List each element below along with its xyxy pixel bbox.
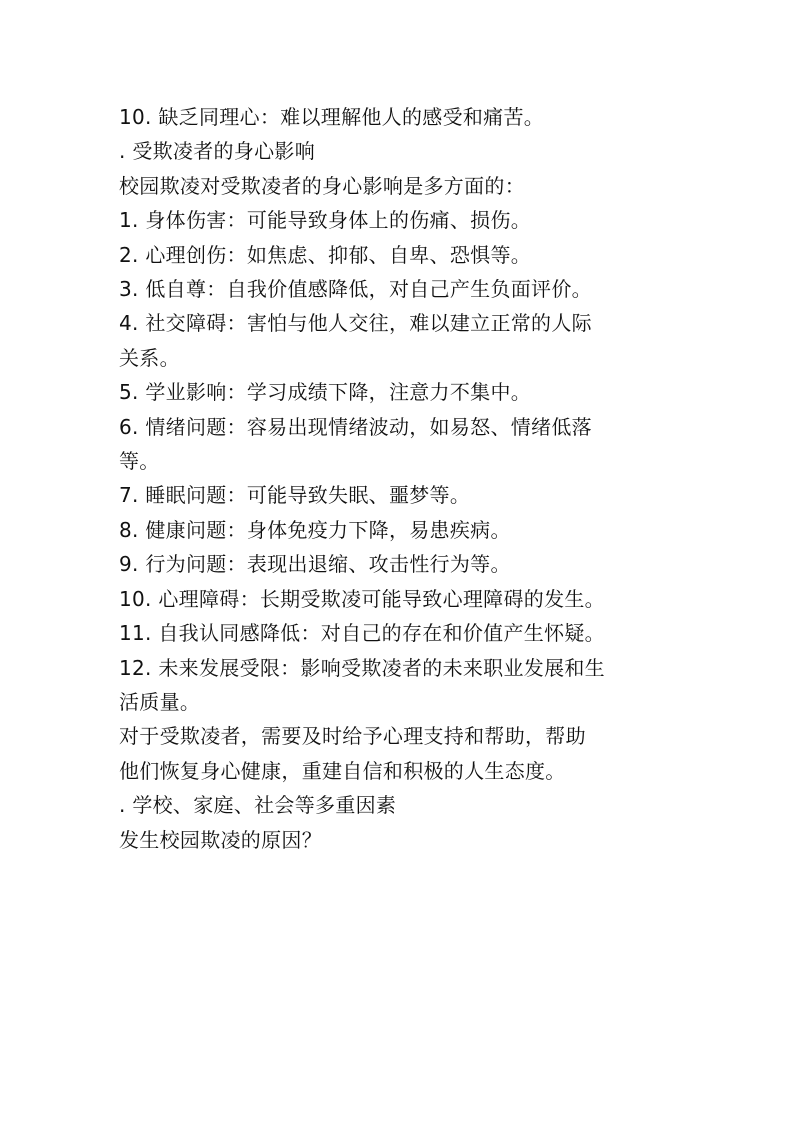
list-item-physical-harm: 1. 身体伤害：可能导致身体上的伤痛、损伤。 <box>119 208 532 233</box>
list-item-future-limited-cont: 活质量。 <box>119 689 201 714</box>
section-heading-victim-impact: . 受欺凌者的身心影响 <box>119 139 316 164</box>
list-item-emotional-problems-cont: 等。 <box>119 449 160 474</box>
list-item-mental-disorder: 10. 心理障碍：长期受欺凌可能导致心理障碍的发生。 <box>119 586 605 611</box>
support-paragraph-cont: 他们恢复身心健康，重建自信和积极的人生态度。 <box>119 758 566 783</box>
list-item-health-problems: 8. 健康问题：身体免疫力下降，易患疾病。 <box>119 517 511 542</box>
question-line: 发生校园欺凌的原因？ <box>119 827 322 852</box>
support-paragraph: 对于受欺凌者，需要及时给予心理支持和帮助，帮助 <box>119 724 586 749</box>
list-item-social-barrier-cont: 关系。 <box>119 345 180 370</box>
list-item-social-barrier: 4. 社交障碍：害怕与他人交往，难以建立正常的人际 <box>119 311 592 336</box>
intro-paragraph: 校园欺凌对受欺凌者的身心影响是多方面的： <box>119 173 525 198</box>
list-item-psychological-trauma: 2. 心理创伤：如焦虑、抑郁、自卑、恐惧等。 <box>119 242 532 267</box>
list-item-lack-empathy: 10. 缺乏同理心：难以理解他人的感受和痛苦。 <box>119 105 545 129</box>
list-item-academic-impact: 5. 学业影响：学习成绩下降，注意力不集中。 <box>119 380 532 405</box>
list-item-emotional-problems: 6. 情绪问题：容易出现情绪波动，如易怒、情绪低落 <box>119 414 592 439</box>
list-item-sleep-problems: 7. 睡眠问题：可能导致失眠、噩梦等。 <box>119 483 471 508</box>
list-item-future-limited: 12. 未来发展受限：影响受欺凌者的未来职业发展和生 <box>119 655 605 680</box>
list-item-behavior-problems: 9. 行为问题：表现出退缩、攻击性行为等。 <box>119 552 511 577</box>
list-item-low-self-esteem: 3. 低自尊：自我价值感降低，对自己产生负面评价。 <box>119 277 592 302</box>
document-page <box>119 100 699 857</box>
section-heading-multiple-factors: . 学校、家庭、社会等多重因素 <box>119 793 397 818</box>
list-item-self-identity: 11. 自我认同感降低：对自己的存在和价值产生怀疑。 <box>119 621 605 646</box>
